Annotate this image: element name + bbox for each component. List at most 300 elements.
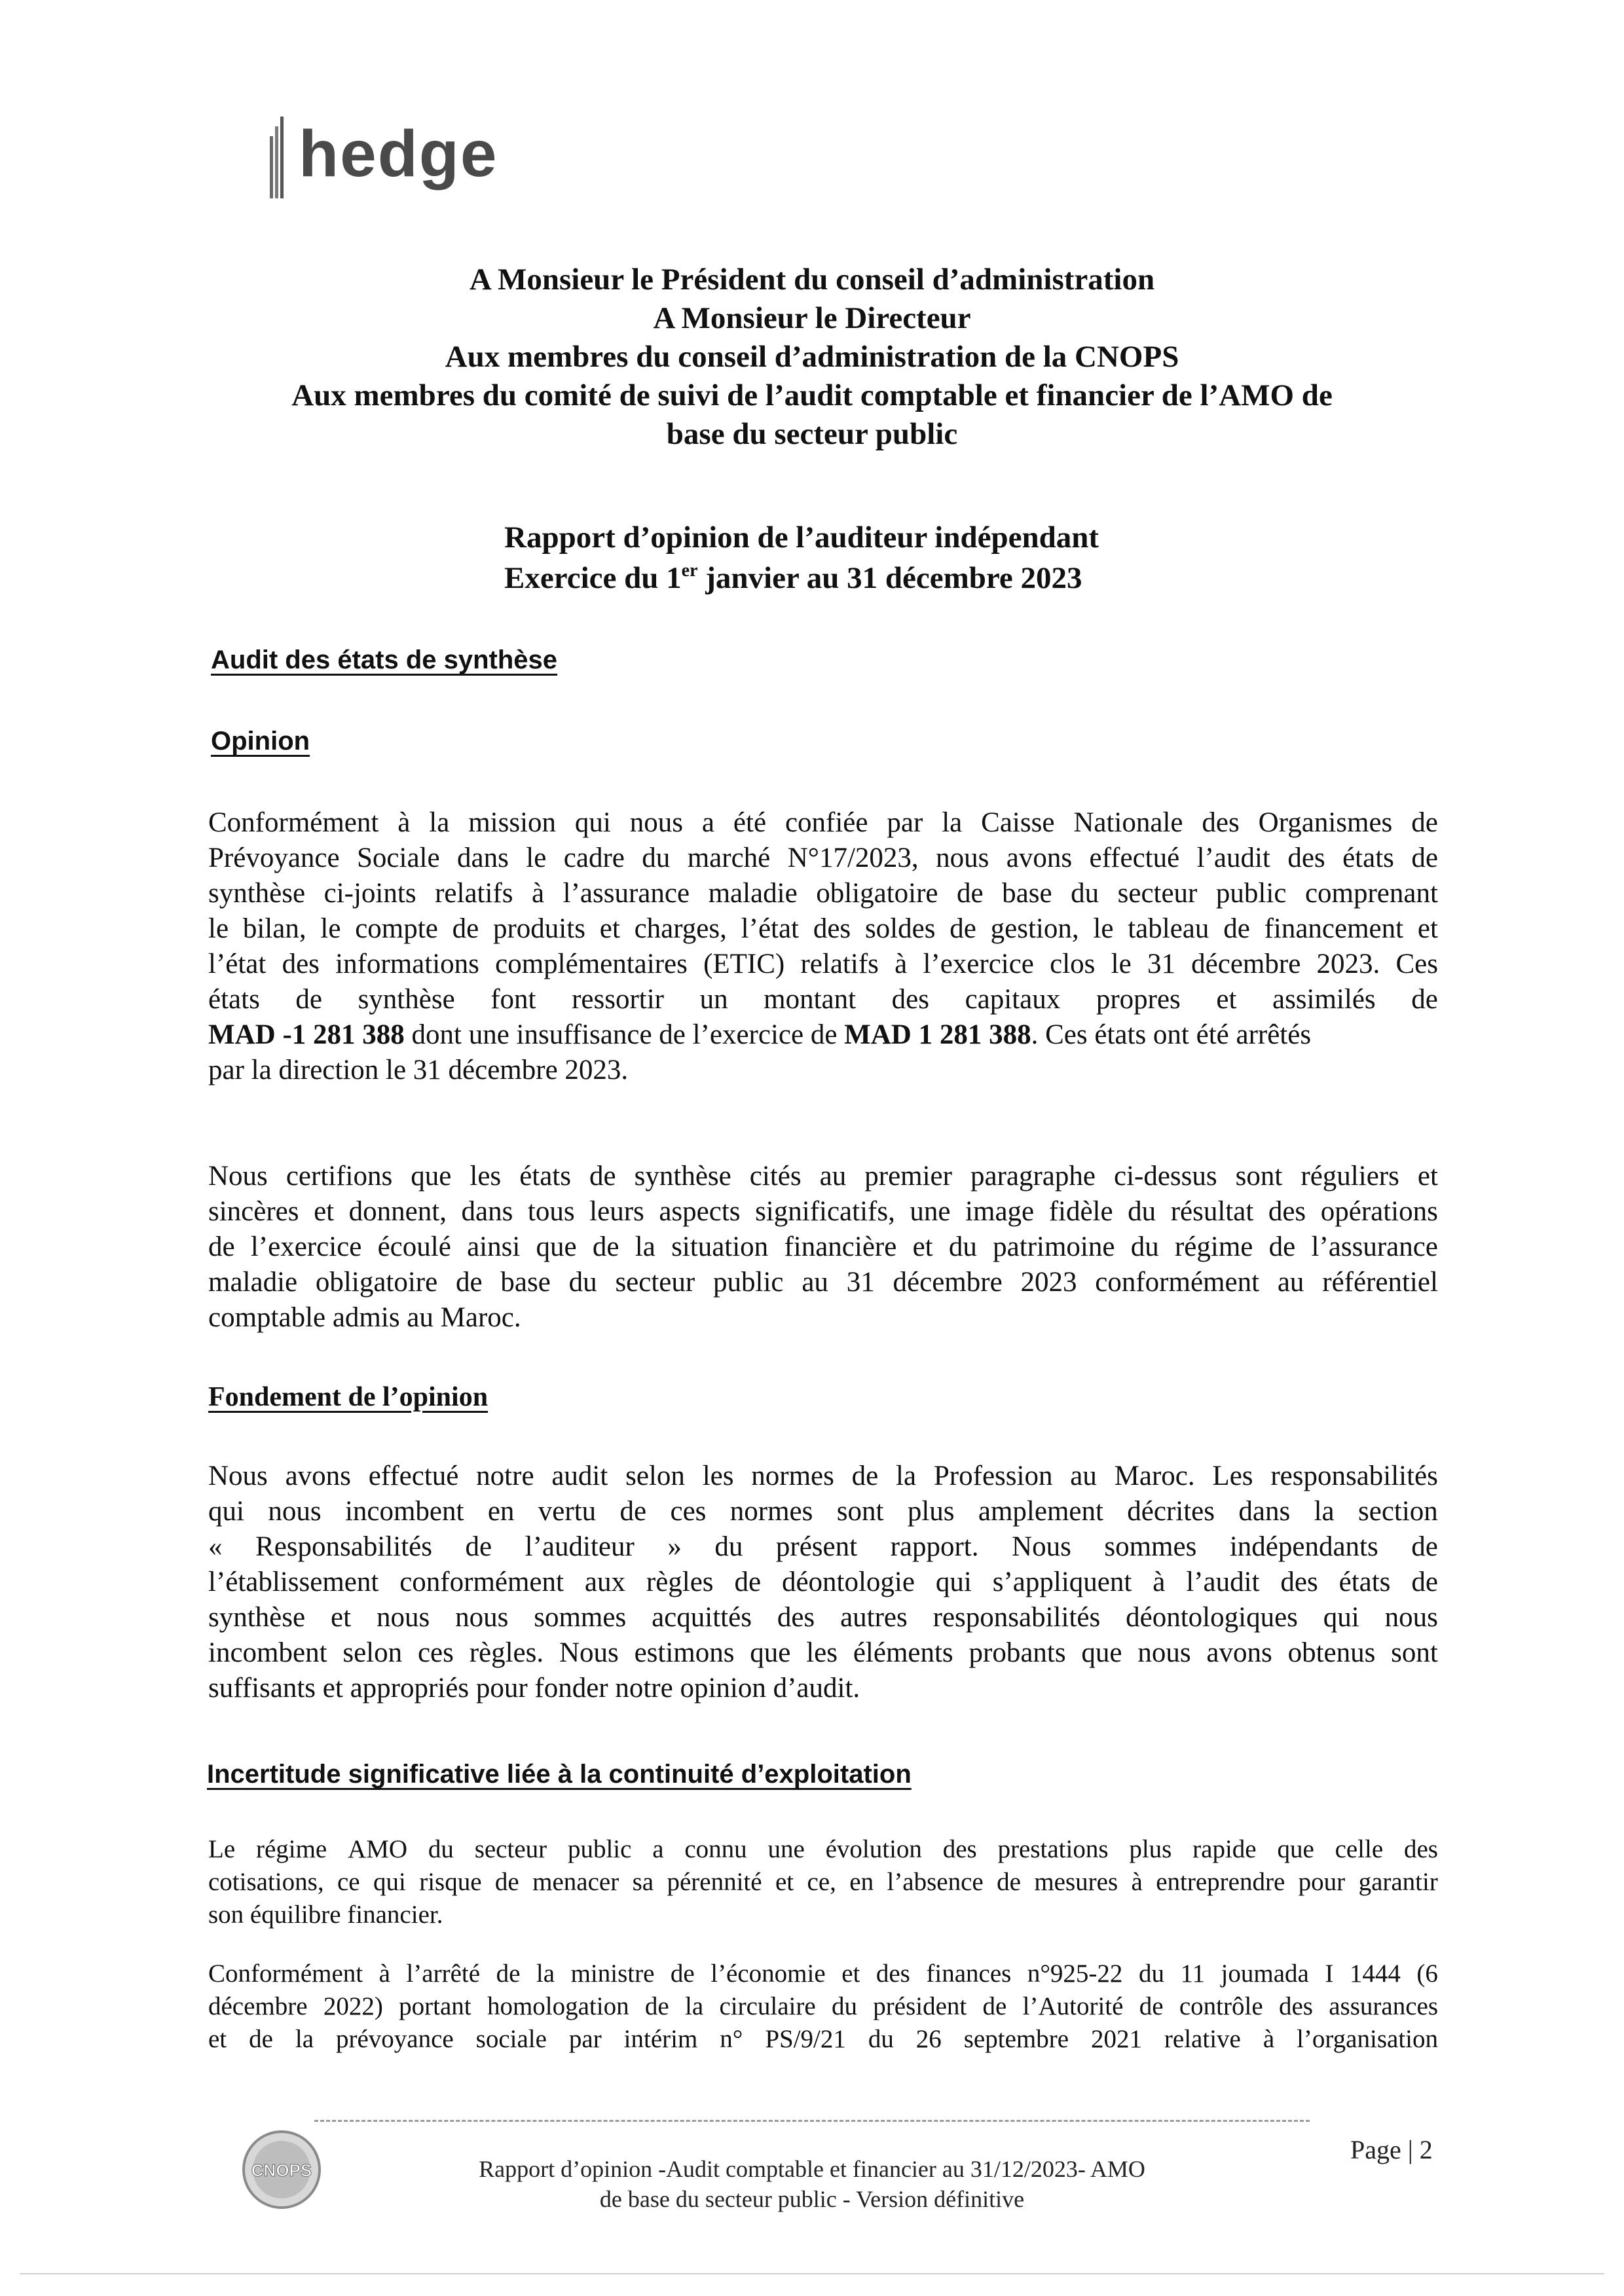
text-line xyxy=(208,841,1438,876)
word: Nationale xyxy=(1073,807,1183,838)
word: sa xyxy=(632,1868,654,1896)
word: qui xyxy=(1323,1602,1359,1633)
word: l’état xyxy=(741,913,800,944)
word: conformément xyxy=(399,1567,564,1597)
word: Le xyxy=(208,1835,236,1863)
word: compte xyxy=(355,913,438,944)
word: premier xyxy=(864,1161,952,1192)
text-line xyxy=(208,1866,1438,1899)
word: en xyxy=(849,1868,874,1896)
word: états xyxy=(519,1161,571,1192)
word: celle xyxy=(1335,1835,1384,1863)
text-line xyxy=(208,982,1438,1017)
word: de xyxy=(851,1461,879,1491)
word: 2023. xyxy=(1316,949,1380,979)
word: et xyxy=(1417,1161,1438,1192)
text-line xyxy=(208,1600,1438,1635)
word: décrites xyxy=(1127,1496,1215,1527)
word: états xyxy=(208,984,260,1015)
word: public xyxy=(567,1835,632,1863)
word: et xyxy=(775,1868,794,1896)
word: du xyxy=(868,2025,894,2053)
section-heading-fondement: Fondement de l’opinion xyxy=(208,1382,489,1412)
word: assimilés xyxy=(1272,984,1376,1015)
word: acquittés xyxy=(652,1602,752,1633)
word: de xyxy=(1223,913,1250,944)
word: indépendants xyxy=(1229,1531,1378,1562)
word: et xyxy=(1216,984,1237,1015)
text-line xyxy=(208,1671,1438,1706)
text-line-content: comptable admis au Maroc. xyxy=(208,1302,521,1333)
word: pérennité xyxy=(667,1868,762,1896)
word: Nous xyxy=(559,1637,619,1668)
period-superscript: er xyxy=(681,560,698,581)
word: effectué xyxy=(1089,843,1180,873)
text-line xyxy=(208,805,1438,841)
word: la xyxy=(685,1992,704,2020)
word: de xyxy=(456,1267,483,1298)
word: conformément xyxy=(1095,1267,1260,1298)
word: des xyxy=(282,949,320,979)
word: pour xyxy=(1298,1868,1346,1896)
word: obligatoire xyxy=(315,1267,438,1298)
word: au xyxy=(802,1267,828,1298)
word: public xyxy=(1215,878,1287,909)
word: Conformément xyxy=(208,1959,363,1988)
word: la xyxy=(1314,1496,1335,1527)
word: du xyxy=(1130,1231,1159,1262)
word: cadre xyxy=(563,843,625,873)
word: à xyxy=(378,1959,390,1988)
footer-divider xyxy=(314,2120,1310,2122)
word: évolution xyxy=(825,1835,922,1863)
word: des xyxy=(777,1602,815,1633)
word: complémentaires xyxy=(495,949,688,979)
text-line xyxy=(208,1990,1438,2023)
word: du xyxy=(568,1267,597,1298)
word: relative xyxy=(1164,2025,1241,2053)
word: l’économie xyxy=(710,1959,826,1988)
word: l’auditeur xyxy=(525,1531,635,1562)
word: de xyxy=(494,1868,519,1896)
fondement-paragraph xyxy=(208,1459,1438,1706)
word: nous xyxy=(1384,1602,1438,1633)
word: sont xyxy=(836,1496,884,1527)
word: qui xyxy=(373,1868,406,1896)
word: au xyxy=(1070,1461,1097,1491)
word: » xyxy=(667,1531,682,1562)
word: avons xyxy=(1006,843,1073,873)
text-line-content: suffisants et appropriés pour fonder notre opinion d’audit. xyxy=(208,1673,860,1704)
word: de xyxy=(1411,1531,1438,1562)
word: de xyxy=(982,1992,1007,2020)
word: 31 xyxy=(1147,949,1175,979)
word: circulaire xyxy=(719,1992,816,2020)
amounts-text-1: dont une insuffisance de l’exercice de xyxy=(404,1019,845,1050)
addressee-line: A Monsieur le Président du conseil d’administration xyxy=(469,263,1155,297)
word: aux xyxy=(584,1567,625,1597)
text-line xyxy=(208,1230,1438,1265)
word: des xyxy=(1202,807,1240,838)
word: de xyxy=(496,1959,521,1988)
word: relatifs xyxy=(435,878,513,909)
word: sommes xyxy=(534,1602,627,1633)
word: Organismes xyxy=(1258,807,1393,838)
word: tableau xyxy=(1128,913,1209,944)
word: décembre xyxy=(1191,949,1301,979)
word: sommes xyxy=(1104,1531,1197,1562)
footer-line-1: Rapport d’opinion -Audit comptable et financier au 31/12/2023- AMO xyxy=(479,2156,1145,2182)
word: ainsi xyxy=(467,1231,521,1262)
word: décembre xyxy=(208,1992,308,2020)
word: (ETIC) xyxy=(703,949,785,979)
word: 11 xyxy=(1180,1959,1206,1988)
word: à xyxy=(1263,2025,1275,2053)
word: comprenant xyxy=(1304,878,1438,909)
word: soldes xyxy=(864,913,936,944)
text-line-content: son équilibre financier. xyxy=(208,1901,443,1929)
word: régime xyxy=(255,1835,327,1863)
word: présent xyxy=(775,1531,858,1562)
word: Nous xyxy=(1012,1531,1071,1562)
word: 2023 xyxy=(1020,1267,1077,1298)
word: responsabilités xyxy=(932,1602,1101,1633)
word: Nous xyxy=(208,1461,268,1491)
word: certifions xyxy=(286,1161,393,1192)
word: base xyxy=(1002,878,1052,909)
word: des xyxy=(1280,1567,1318,1597)
section-heading-audit: Audit des états de synthèse xyxy=(211,646,558,674)
word: résultat xyxy=(1170,1196,1254,1227)
word: entreprendre xyxy=(1156,1868,1285,1896)
scan-edge-line xyxy=(20,2273,1604,2274)
word: PS/9/21 xyxy=(765,2025,846,2053)
word: n° xyxy=(720,2025,743,2053)
word: l’audit xyxy=(1186,1567,1260,1597)
word: réguliers xyxy=(1301,1161,1399,1192)
word: avons xyxy=(1206,1637,1272,1668)
word: la xyxy=(536,1959,555,1988)
word: une xyxy=(767,1835,805,1863)
hedge-logo xyxy=(268,111,530,203)
word: la xyxy=(429,807,450,838)
word: et xyxy=(912,1231,933,1262)
word: de xyxy=(1268,1231,1296,1262)
word: dans xyxy=(457,843,509,873)
text-line xyxy=(208,911,1438,947)
word: cotisations, xyxy=(208,1868,324,1896)
word: produits xyxy=(492,913,585,944)
word: du xyxy=(1128,1196,1156,1227)
word: Sociale xyxy=(357,843,440,873)
word: ci-dessus xyxy=(1114,1161,1217,1192)
word: nous xyxy=(629,807,684,838)
word: finances xyxy=(926,1959,1012,1988)
word: la xyxy=(896,1461,917,1491)
word: règles xyxy=(646,1567,714,1597)
word: portant xyxy=(399,1992,471,2020)
word: et xyxy=(599,913,620,944)
word: intérim xyxy=(623,2025,698,2053)
capital-amount: MAD -1 281 388 xyxy=(208,1019,405,1050)
word: homologation xyxy=(487,1992,629,2020)
word: à xyxy=(895,949,908,979)
period-suffix: janvier au 31 décembre 2023 xyxy=(697,561,1082,595)
word: vertu xyxy=(538,1496,597,1527)
word: patrimoine xyxy=(993,1231,1115,1262)
word: selon xyxy=(342,1637,403,1668)
word: Maroc. xyxy=(1114,1461,1195,1491)
word: Responsabilités xyxy=(255,1531,432,1562)
word: leurs xyxy=(589,1196,644,1227)
word: 31 xyxy=(846,1267,875,1298)
word: n°925-22 xyxy=(1027,1959,1123,1988)
word: sociale xyxy=(475,2025,547,2053)
text-line xyxy=(208,1265,1438,1300)
word: régime xyxy=(1174,1231,1253,1262)
word: de xyxy=(957,878,984,909)
word: Ces xyxy=(1395,949,1438,979)
word: informations xyxy=(335,949,479,979)
word: été xyxy=(733,807,767,838)
word: Nous xyxy=(208,1161,268,1192)
word: connu xyxy=(684,1835,747,1863)
amounts-line-content xyxy=(208,1017,1311,1053)
text-line xyxy=(208,1194,1438,1230)
word: à xyxy=(532,878,545,909)
word: obtenus xyxy=(1287,1637,1376,1668)
word: mesures xyxy=(1034,1868,1118,1896)
word: relatifs xyxy=(800,949,879,979)
word: l’assurance xyxy=(563,878,690,909)
word: charges, xyxy=(634,913,727,944)
word: que xyxy=(1277,1835,1314,1863)
word: secteur xyxy=(474,1835,547,1863)
word: Caisse xyxy=(981,807,1055,838)
word: AMO xyxy=(348,1835,408,1863)
word: qui xyxy=(935,1567,972,1597)
word: une xyxy=(910,1196,951,1227)
word: image xyxy=(965,1196,1035,1227)
word: 1444 xyxy=(1349,1959,1401,1988)
word: président xyxy=(873,1992,967,2020)
word: et xyxy=(1417,913,1438,944)
report-period xyxy=(504,558,1099,598)
word: gestion, xyxy=(990,913,1079,944)
incertitude-paragraph-2 xyxy=(208,1958,1438,2056)
word: assurances xyxy=(1329,1992,1438,2020)
word: rapport. xyxy=(890,1531,979,1562)
word: incombent xyxy=(344,1496,464,1527)
word: ressortir xyxy=(572,984,664,1015)
word: ces xyxy=(417,1637,454,1668)
text-line xyxy=(208,1565,1438,1600)
word: le xyxy=(208,913,229,944)
word: marché xyxy=(687,843,771,873)
word: normes xyxy=(729,1496,813,1527)
hedge-logo-mark-icon xyxy=(268,117,288,202)
text-line xyxy=(208,1459,1438,1494)
word: joumada xyxy=(1221,1959,1309,1988)
word: situation xyxy=(671,1231,769,1262)
word: amplement xyxy=(978,1496,1103,1527)
word: de xyxy=(734,1567,762,1597)
word: décembre xyxy=(893,1267,1003,1298)
word: de xyxy=(1411,1567,1438,1597)
word: prestations xyxy=(997,1835,1109,1863)
word: « xyxy=(208,1531,223,1562)
section-heading-incertitude: Incertitude significative liée à la continuité d’exploitation xyxy=(207,1760,912,1789)
addressee-line: Aux membres du comité de suivi de l’audit comptable et financier de l’AMO de xyxy=(291,378,1333,412)
word: et xyxy=(841,1959,860,1988)
opinion-paragraph-1 xyxy=(208,805,1438,1088)
word: cités xyxy=(749,1161,802,1192)
word: le xyxy=(320,913,341,944)
opinion-paragraph-2 xyxy=(208,1159,1438,1336)
word: du xyxy=(831,1992,857,2020)
word: synthèse xyxy=(634,1161,731,1192)
word: de xyxy=(619,1496,647,1527)
word: l’audit xyxy=(1196,843,1270,873)
word: public xyxy=(713,1267,784,1298)
word: maladie xyxy=(208,1267,298,1298)
text-line xyxy=(208,2023,1438,2056)
word: prévoyance xyxy=(335,2025,454,2053)
text-line xyxy=(208,1833,1438,1866)
word: nous xyxy=(376,1602,430,1633)
word: le xyxy=(1093,913,1114,944)
word: synthèse xyxy=(358,984,455,1015)
word: ce xyxy=(337,1868,360,1896)
word: que xyxy=(1081,1637,1122,1668)
word: du xyxy=(948,1231,977,1262)
word: à xyxy=(397,807,411,838)
word: l’absence xyxy=(887,1868,984,1896)
word: des xyxy=(1268,1196,1306,1227)
word: dans xyxy=(1238,1496,1291,1527)
word: (6 xyxy=(1416,1959,1438,1988)
incertitude-paragraph-1 xyxy=(208,1833,1438,1931)
word: de xyxy=(465,1531,492,1562)
text-line xyxy=(208,1159,1438,1194)
word: la xyxy=(942,807,963,838)
word: un xyxy=(699,984,728,1015)
word: effectué xyxy=(368,1461,459,1491)
word: responsabilités xyxy=(1270,1461,1438,1491)
word: autres xyxy=(840,1602,908,1633)
period-prefix: Exercice du 1 xyxy=(504,561,682,595)
word: base xyxy=(500,1267,551,1298)
word: à xyxy=(1131,1868,1143,1896)
footer-line-2: de base du secteur public - Version définitive xyxy=(599,2186,1025,2212)
word: du xyxy=(642,843,671,873)
word: par xyxy=(568,2025,602,2053)
word: du xyxy=(714,1531,743,1562)
word: nous xyxy=(268,1496,322,1527)
word: capitaux xyxy=(965,984,1061,1015)
word: du xyxy=(428,1835,454,1863)
word: des xyxy=(813,913,851,944)
word: le xyxy=(1111,949,1132,979)
word: les xyxy=(806,1637,838,1668)
word: par xyxy=(887,807,923,838)
word: de xyxy=(950,913,976,944)
word: la xyxy=(635,1231,655,1262)
word: risque xyxy=(419,1868,482,1896)
addressee-block xyxy=(0,261,1624,454)
text-line xyxy=(208,1529,1438,1565)
word: des xyxy=(891,984,929,1015)
word: que xyxy=(411,1161,452,1192)
text-line xyxy=(208,1300,1438,1336)
word: ministre xyxy=(570,1959,655,1988)
word: audit xyxy=(551,1461,608,1491)
word: maladie xyxy=(708,878,798,909)
word: à xyxy=(1153,1567,1166,1597)
report-title: Rapport d’opinion de l’auditeur indépendant xyxy=(504,520,1099,555)
word: l’exercice xyxy=(923,949,1034,979)
word: l’Autorité xyxy=(1022,1992,1124,2020)
word: déontologiques xyxy=(1126,1602,1298,1633)
svg-text:CNOPS: CNOPS xyxy=(251,2160,312,2180)
word: menacer xyxy=(532,1868,619,1896)
text-line-content: par la direction le 31 décembre 2023. xyxy=(208,1055,629,1085)
word: secteur xyxy=(1117,878,1198,909)
text-line xyxy=(208,1494,1438,1529)
word: mission xyxy=(468,807,557,838)
word: synthèse xyxy=(208,1602,306,1633)
word: a xyxy=(652,1835,664,1863)
word: garantir xyxy=(1358,1868,1438,1896)
word: selon xyxy=(625,1461,685,1491)
addressee-line: A Monsieur le Directeur xyxy=(653,301,971,335)
word: ces xyxy=(670,1496,707,1527)
word: de xyxy=(997,1868,1021,1896)
word: l’état xyxy=(208,949,267,979)
word: du xyxy=(1071,878,1099,909)
word: clos xyxy=(1050,949,1096,979)
word: montant xyxy=(764,984,857,1015)
word: éléments xyxy=(853,1637,953,1668)
word: donnent, xyxy=(348,1196,447,1227)
word: du xyxy=(1138,1959,1164,1988)
word: au xyxy=(819,1161,847,1192)
word: probants xyxy=(969,1637,1066,1668)
word: septembre xyxy=(963,2025,1069,2053)
word: de xyxy=(208,1231,235,1262)
word: font xyxy=(490,984,536,1015)
hedge-logo-text: hedge xyxy=(299,117,498,191)
word: section xyxy=(1358,1496,1438,1527)
word: plus xyxy=(907,1496,955,1527)
word: et xyxy=(314,1196,335,1227)
addressee-line: base du secteur public xyxy=(666,417,958,451)
text-line xyxy=(208,1899,1438,1931)
word: secteur xyxy=(615,1267,695,1298)
word: contrôle xyxy=(1179,1992,1263,2020)
word: nous xyxy=(936,843,989,873)
page-number: Page | 2 xyxy=(1350,2135,1433,2164)
word: normes xyxy=(751,1461,834,1491)
word: paragraphe xyxy=(970,1161,1096,1192)
word: N°17/2023, xyxy=(787,843,919,873)
word: incombent xyxy=(208,1637,327,1668)
word: des xyxy=(1278,1992,1313,2020)
word: Les xyxy=(1212,1461,1253,1491)
word: qui xyxy=(208,1496,244,1527)
word: s’appliquent xyxy=(992,1567,1132,1597)
word: des xyxy=(1403,1835,1438,1863)
